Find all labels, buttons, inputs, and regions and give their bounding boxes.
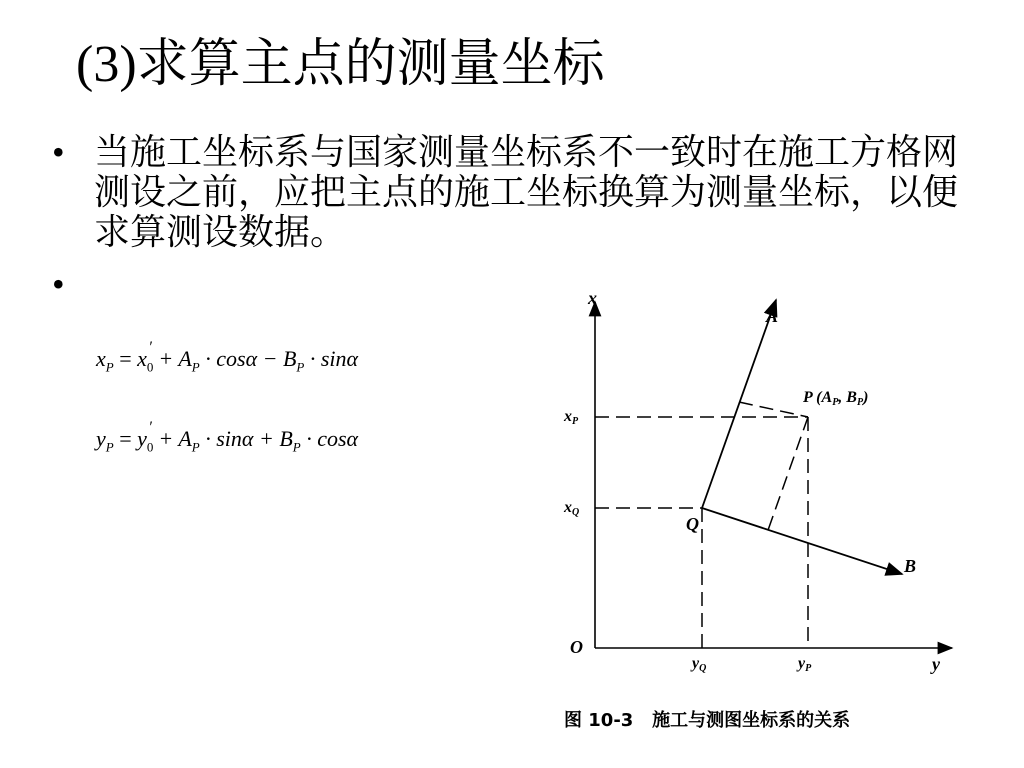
formula-yp-lhs: y <box>96 426 106 451</box>
slide-title: (3)求算主点的测量坐标 <box>76 36 605 93</box>
formula-xp-rest: + A <box>158 346 192 371</box>
formula-xp-a-sub: P <box>191 359 200 375</box>
formula-xp-b-sub: P <box>296 359 305 375</box>
a-label: A <box>766 306 779 326</box>
formula-yp-t1: · sinα + B <box>205 426 293 451</box>
tick-xq-label: xQ <box>564 499 580 518</box>
tick-xp-label: xP <box>564 408 579 427</box>
b-label: B <box>904 556 917 576</box>
bullet-marker-1: • <box>52 132 65 172</box>
figure-caption: 图 10-3 施工与测图坐标系的关系 <box>564 710 851 731</box>
formula-yp-t2: · cosα <box>306 426 359 451</box>
origin-label: O <box>570 637 583 657</box>
formula-xp-t1: · cosα − B <box>205 346 297 371</box>
formula-yp-prime: ′ <box>149 419 153 436</box>
tick-yp-label: yP <box>798 655 812 674</box>
tick-yq-label: yQ <box>692 655 707 674</box>
formula-xp-t2: · sinα <box>309 346 359 371</box>
formula-yp-base: y <box>137 426 147 451</box>
formula-xp-base: x <box>137 346 147 371</box>
axis-y-label: y <box>932 654 940 674</box>
formula-xp <box>96 339 359 375</box>
formula-yp-lhs-sub: P <box>105 439 114 455</box>
a-axis-line <box>702 300 779 508</box>
formula-yp-b-sub: P <box>292 439 301 455</box>
formula-yp-rest: + A <box>158 426 192 451</box>
bullet-text-1: 当施工坐标系与国家测量坐标系不一致时在施工方格网测设之前，应把主点的施工坐标换算为测量坐标，以便求算测设数据。 <box>94 132 959 252</box>
formula-xp-eq: = <box>119 346 132 371</box>
formula-yp <box>96 419 359 455</box>
dash-p-to-a-axis <box>739 402 808 417</box>
b-axis-line <box>702 508 902 574</box>
formula-yp-eq: = <box>119 426 132 451</box>
coordinate-diagram <box>540 280 1000 750</box>
formula-xp-prime: ′ <box>149 339 153 356</box>
axis-x-label: x <box>588 288 597 308</box>
formula-xp-base-sub: 0 <box>146 359 154 375</box>
formula-xp-lhs-sub: P <box>105 359 114 375</box>
formula-yp-base-sub: 0 <box>146 439 154 455</box>
bullet-marker-2: • <box>52 264 65 304</box>
formula-yp-a-sub: P <box>191 439 200 455</box>
q-label: Q <box>686 514 699 534</box>
p-label: P (AP, BP) <box>803 389 869 408</box>
formula-xp-lhs: x <box>96 346 106 371</box>
dash-p-to-b-axis <box>767 417 808 533</box>
